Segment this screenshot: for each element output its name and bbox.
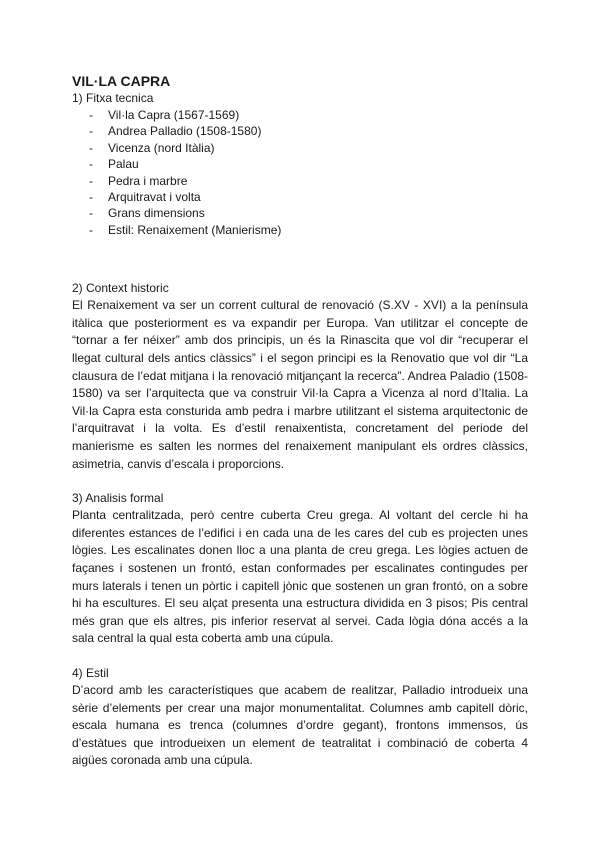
page-title: VIL·LA CAPRA — [72, 73, 171, 89]
section-context-historic — [72, 280, 528, 473]
section-heading: 2) Context historic — [72, 281, 169, 296]
list-item-text: Vil·la Capra (1567-1569) — [108, 108, 240, 122]
list-item-text: Vicenza (nord Itàlia) — [108, 140, 215, 155]
list-item-text: Pedra i marbre — [108, 173, 188, 188]
dash-marker: - — [89, 140, 93, 155]
list-item — [72, 140, 528, 156]
list-item — [72, 107, 528, 123]
list-item-text: Andrea Palladio (1508-1580) — [108, 124, 262, 139]
section-estil — [72, 665, 528, 770]
dash-marker: - — [89, 190, 93, 205]
body-paragraph: Planta centralitzada, però centre cuberta Creu grega. Al voltant del cercle hi ha diferentes estances de l’edifici i en cada una de les cares del cub es projecten unes lògies. Les escalinates donen lloc a una planta de creu grega. Les lògies actuen de façanes i sostenen un frontó, estan conformades per escalinates contingudes per murs laterals i tenen un pòrtic i capitell jònic que sostenen un gran frontó, on a sobre hi ha escultures. El seu alçat presenta una estructura dividida en 3 pisos; Pis central més gran que els altres, pis inferior reservat al servei. Cada lògia dóna accés a la sala central la qual esta coberta amb una cúpula. — [72, 508, 528, 646]
list-item — [72, 189, 528, 205]
dash-marker: - — [89, 108, 93, 122]
list-item — [72, 123, 528, 139]
dash-marker: - — [89, 157, 93, 172]
document-page — [72, 72, 528, 770]
list-item — [72, 156, 528, 172]
dash-marker: - — [89, 222, 93, 237]
list-item-text: Arquitravat i volta — [108, 190, 201, 205]
section-heading: 4) Estil — [72, 665, 109, 680]
list-item-text: Grans dimensions — [108, 206, 205, 221]
list-item — [72, 173, 528, 189]
dash-marker: - — [89, 124, 93, 139]
body-paragraph: D’acord amb les característiques que acabem de realitzar, Palladio introdueix una sèrie d’elements per crear una major monumentalitat. Columnes amb capitell dòric, escala humana es trenca (columnes d’ordre gegant), frontons immensos, ús d’estàtues que introdueixen un element de teatralitat i combinació de coberta 4 aigües coronada amb una cúpula. — [72, 682, 528, 768]
section-analisis-formal — [72, 490, 528, 648]
list-item — [72, 222, 528, 238]
dash-marker: - — [89, 173, 93, 188]
dash-marker: - — [89, 206, 93, 221]
section-fitxa-tecnica — [72, 90, 528, 238]
section-heading: 1) Fitxa tecnica — [72, 91, 154, 105]
list-item — [72, 205, 528, 221]
section-heading: 3) Analisis formal — [72, 491, 164, 506]
body-paragraph: El Renaixement va ser un corrent cultural de renovació (S.XV - XVI) a la península itàlica que posteriorment es va expandir per Europa. Van utilitzar el concepte de “tornar a fer néixer” amb dos principis, un és la Rinascita que vol dir “recuperar el llegat cultural dels antics clàssics” i el segon principi es la Renovatio que vol dir “La clausura de l’edat mitjana i la renovació mitjançant la recerca”. Andrea Paladio (1508-1580) va ser l’arquitecta que va construir Vil·la Capra a Vicenza al nord d’Italia. La Vil·la Capra esta consturida amb pedra i marbre utilitzant el sistema arquitectonic de l’arquitravat i la volta. Es d’estil renaixentista, concretament del periode del manierisme es salten les normes del renaixement manipulant els ordres clàssics, asimetria, canvis d’escala i proporcions. — [72, 298, 528, 471]
fact-list — [72, 107, 528, 238]
list-item-text: Palau — [108, 157, 139, 172]
list-item-text: Estil: Renaixement (Manierisme) — [108, 222, 282, 237]
